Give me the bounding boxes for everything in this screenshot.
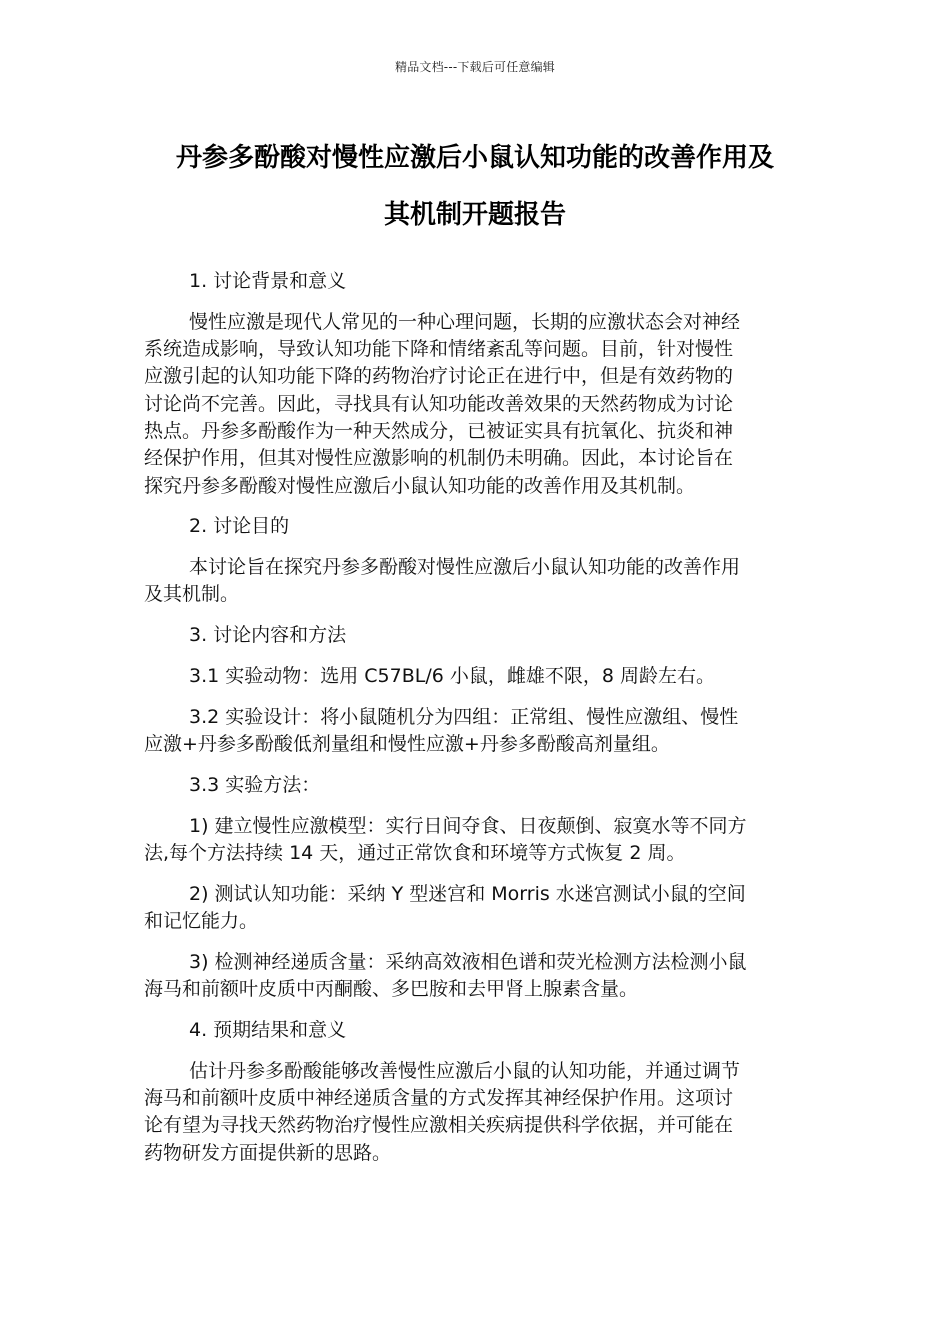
document-body <box>144 268 804 1181</box>
paragraph-animals <box>144 663 804 690</box>
text-line: 应激+丹参多酚酸低剂量组和慢性应激+丹参多酚酸高剂量组。 <box>144 733 670 756</box>
text-line: 1) 建立慢性应激模型：实行日间夺食、日夜颠倒、寂寞水等不同方 <box>189 814 747 837</box>
text-line: 3.3 实验方法： <box>189 773 321 796</box>
text-line: 药物研发方面提供新的思路。 <box>144 1141 392 1164</box>
paragraph-background <box>144 309 804 500</box>
paragraph-expected-results <box>144 1058 804 1167</box>
text-line: 讨论尚不完善。因此，寻找具有认知功能改善效果的天然药物成为讨论 <box>144 392 734 415</box>
text-line: 法,每个方法持续 14 天，通过正常饮食和环境等方式恢复 2 周。 <box>144 842 686 865</box>
text-line: 本讨论旨在探究丹参多酚酸对慢性应激后小鼠认知功能的改善作用 <box>189 556 741 579</box>
section-heading-background: 1. 讨论背景和意义 <box>189 270 347 292</box>
document-title <box>130 130 820 244</box>
paragraph-method-2 <box>144 881 804 936</box>
text-line: 及其机制。 <box>144 583 240 606</box>
section-heading-purpose: 2. 讨论目的 <box>189 515 290 538</box>
text-line: 估计丹参多酚酸能够改善慢性应激后小鼠的认知功能，并通过调节 <box>189 1059 741 1082</box>
paragraph-purpose <box>144 554 804 609</box>
text-line: 经保护作用，但其对慢性应激影响的机制仍未明确。因此，本讨论旨在 <box>144 447 734 470</box>
header-note: 精品文档---下载后可任意编辑 <box>395 60 555 74</box>
paragraph-method-3 <box>144 949 804 1004</box>
paragraph-design <box>144 704 804 759</box>
text-line: 3.2 实验设计：将小鼠随机分为四组：正常组、慢性应激组、慢性 <box>189 705 739 728</box>
paragraph-method-heading <box>144 772 804 799</box>
title-line: 其机制开题报告 <box>383 200 566 230</box>
text-line: 探究丹参多酚酸对慢性应激后小鼠认知功能的改善作用及其机制。 <box>144 474 696 497</box>
section-heading-expected-results: 4. 预期结果和意义 <box>189 1019 347 1042</box>
title-line: 丹参多酚酸对慢性应激后小鼠认知功能的改善作用及 <box>175 143 774 173</box>
text-line: 3.1 实验动物：选用 C57BL/6 小鼠，雌雄不限，8 周龄左右。 <box>189 665 716 688</box>
text-line: 2) 测试认知功能：采纳 Y 型迷宫和 Morris 水迷宫测试小鼠的空间 <box>189 882 746 905</box>
text-line: 论有望为寻找天然药物治疗慢性应激相关疾病提供科学依据，并可能在 <box>144 1114 734 1137</box>
paragraph-method-1 <box>144 813 804 868</box>
text-line: 海马和前额叶皮质中神经递质含量的方式发挥其神经保护作用。这项讨 <box>144 1087 734 1110</box>
text-line: 热点。丹参多酚酸作为一种天然成分，已被证实具有抗氧化、抗炎和神 <box>144 419 734 442</box>
text-line: 3) 检测神经递质含量：采纳高效液相色谱和荧光检测方法检测小鼠 <box>189 950 747 973</box>
text-line: 慢性应激是现代人常见的一种心理问题，长期的应激状态会对神经 <box>189 310 741 333</box>
section-heading-methods: 3. 讨论内容和方法 <box>189 624 347 647</box>
text-line: 应激引起的认知功能下降的药物治疗讨论正在进行中，但是有效药物的 <box>144 365 734 388</box>
text-line: 海马和前额叶皮质中丙酮酸、多巴胺和去甲肾上腺素含量。 <box>144 978 639 1001</box>
text-line: 系统造成影响，导致认知功能下降和情绪紊乱等问题。目前，针对慢性 <box>144 338 734 361</box>
text-line: 和记忆能力。 <box>144 910 259 933</box>
